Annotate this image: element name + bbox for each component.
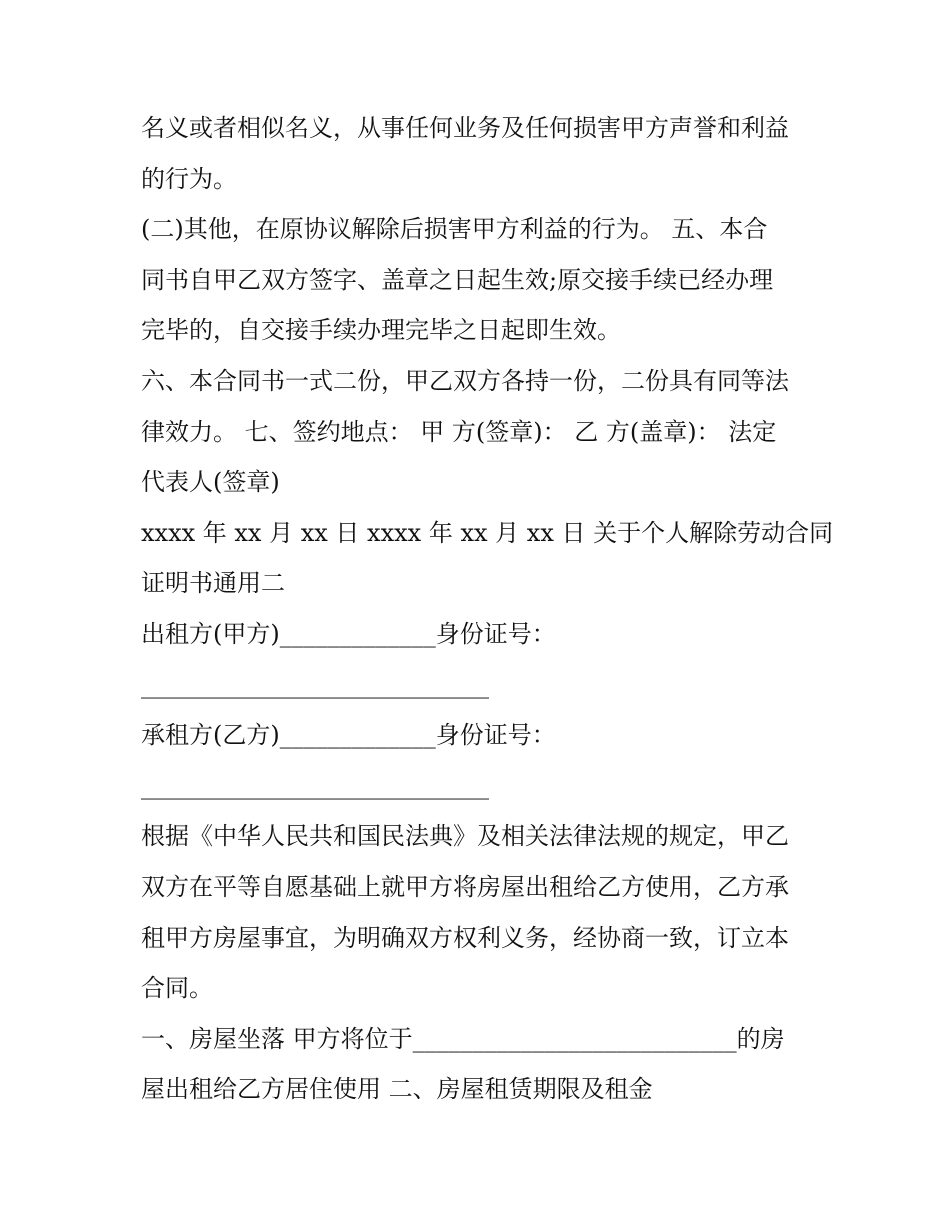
text-line: _____________________________ (141, 771, 489, 800)
text-line: 根据《中华人民共和国民法典》及相关法律法规的规定，甲乙 (141, 822, 789, 851)
text-line: 双方在平等自愿基础上就甲方将房屋出租给乙方使用，乙方承 (141, 872, 789, 901)
text-line: 律效力。 七、签约地点： 甲 方(签章)： 乙 方(盖章)： 法定 (141, 417, 777, 446)
text-line: xxxx 年 xx 月 xx 日 xxxx 年 xx 月 xx 日 关于个人解除劳动合同 (141, 518, 834, 547)
text-line: 同书自甲乙双方签字、盖章之日起生效;原交接手续已经办理 (141, 265, 774, 294)
text-line: 租甲方房屋事宜，为明确双方权利义务，经协商一致，订立本 (141, 923, 789, 952)
text-line: _____________________________ (141, 670, 489, 699)
text-line: 合同。 (141, 974, 213, 1003)
text-line: 承租方(乙方)_____________身份证号： (141, 721, 556, 750)
text-line: 六、本合同书一式二份，甲乙双方各持一份，二份具有同等法 (141, 366, 789, 395)
text-line: 一、房屋坐落 甲方将位于___________________________的房 (141, 1024, 785, 1053)
text-line: 证明书通用二 (141, 569, 285, 598)
text-line: 屋出租给乙方居住使用 二、房屋租赁期限及租金 (141, 1075, 653, 1104)
text-line: (二)其他，在原协议解除后损害甲方利益的行为。 五、本合 (141, 215, 768, 244)
text-line: 出租方(甲方)_____________身份证号： (141, 619, 556, 648)
document-body (141, 103, 834, 1115)
text-line: 完毕的，自交接手续办理完毕之日起即生效。 (141, 316, 621, 345)
text-line: 的行为。 (141, 164, 237, 193)
text-line: 名义或者相似名义，从事任何业务及任何损害甲方声誉和利益 (141, 114, 789, 142)
text-line: 代表人(签章) (141, 468, 280, 497)
